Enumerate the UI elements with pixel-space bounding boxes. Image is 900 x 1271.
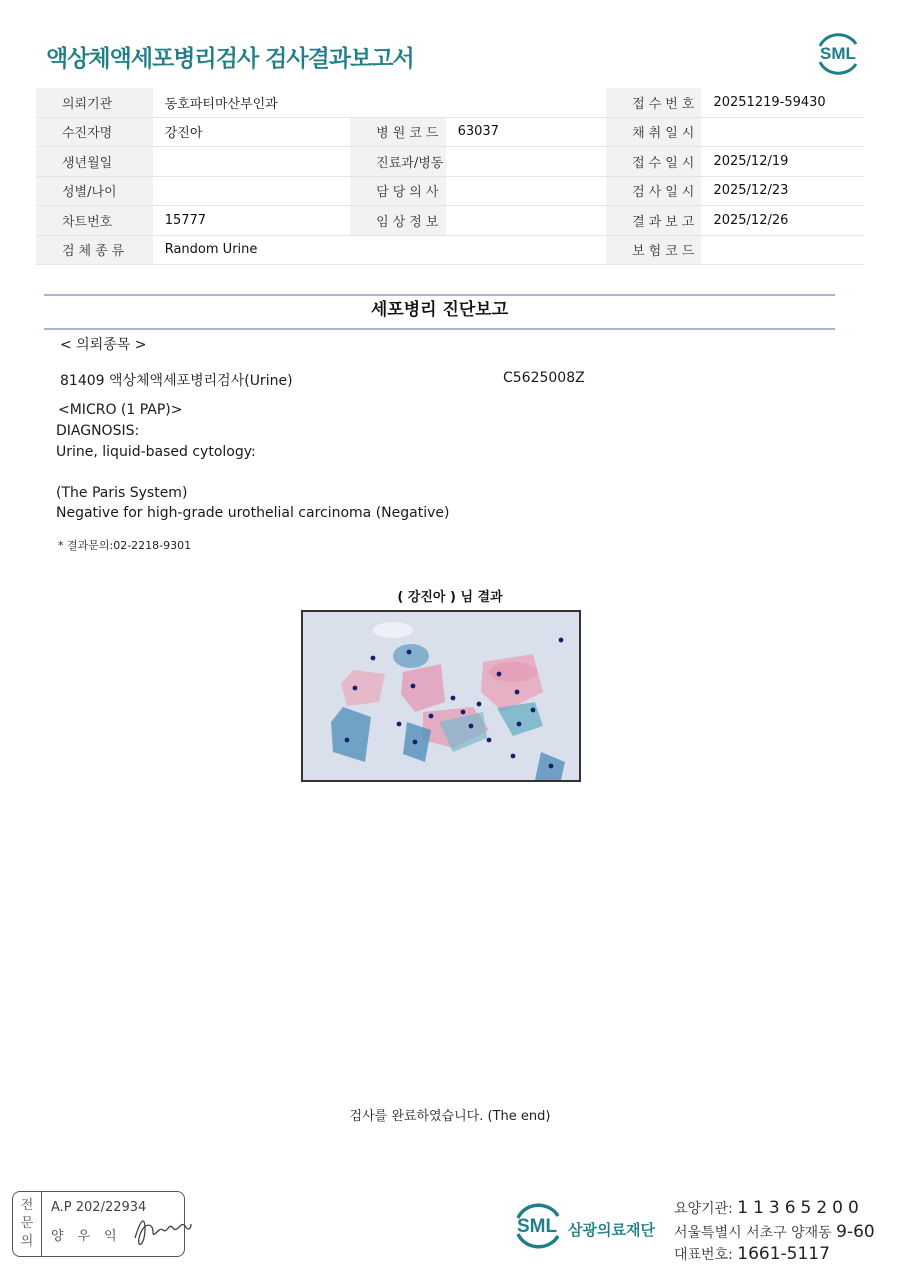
facility-code: 요양기관: 11365200 bbox=[674, 1198, 864, 1218]
sml-logo bbox=[812, 30, 864, 76]
info-label: 임상정보 bbox=[350, 206, 445, 236]
info-label: 병원코드 bbox=[350, 117, 445, 147]
info-label bbox=[350, 88, 445, 117]
info-value: Random Urine bbox=[153, 235, 350, 265]
info-value bbox=[153, 147, 350, 177]
info-value: 20251219-59430 bbox=[701, 88, 864, 117]
specialist-stamp bbox=[12, 1191, 185, 1257]
org-name: 삼광의료재단 bbox=[568, 1221, 655, 1239]
sml-logo-footer bbox=[510, 1200, 565, 1250]
stamp-side-label: 전 문 의 bbox=[13, 1192, 42, 1256]
info-value bbox=[446, 206, 607, 236]
info-value: 2025/12/23 bbox=[701, 176, 864, 206]
svg-text:SML: SML bbox=[516, 1216, 558, 1237]
address-number: 9-60 bbox=[836, 1222, 875, 1242]
report-title: 액상체액세포병리검사 검사결과보고서 bbox=[46, 46, 414, 72]
section-title: 세포병리 진단보고 bbox=[44, 294, 835, 330]
info-label: 검사일시 bbox=[606, 176, 701, 206]
info-label: 채취일시 bbox=[606, 117, 701, 147]
info-row bbox=[36, 235, 864, 265]
info-row bbox=[36, 147, 864, 177]
stamp-license: A.P 202/22934 bbox=[51, 1200, 147, 1215]
info-label: 의뢰기관 bbox=[36, 88, 153, 117]
stamp-name: 양우익 bbox=[51, 1229, 131, 1244]
info-value: 15777 bbox=[153, 206, 350, 236]
specimen-line: Urine, liquid-based cytology: bbox=[56, 444, 256, 460]
info-value: 2025/12/19 bbox=[701, 147, 864, 177]
info-value bbox=[446, 88, 607, 117]
info-value bbox=[153, 176, 350, 206]
info-label: 접수일시 bbox=[606, 147, 701, 177]
phone-value: 1661-5117 bbox=[737, 1244, 830, 1264]
order-heading: < 의뢰종목 > bbox=[60, 337, 147, 353]
cytology-image bbox=[301, 610, 581, 782]
system-line: (The Paris System) bbox=[56, 485, 188, 501]
info-value: 강진아 bbox=[153, 117, 350, 147]
info-label: 차트번호 bbox=[36, 206, 153, 236]
image-caption: ( 강진아 ) 님 결과 bbox=[397, 590, 503, 605]
info-label: 검체종류 bbox=[36, 235, 153, 265]
result-line: Negative for high-grade urothelial carcinoma (Negative) bbox=[56, 505, 450, 521]
inquiry-note: * 결과문의:02-2218-9301 bbox=[58, 539, 192, 552]
patient-info-table bbox=[36, 88, 864, 265]
info-label: 진료과/병동 bbox=[350, 147, 445, 177]
info-row bbox=[36, 176, 864, 206]
info-value: 63037 bbox=[446, 117, 607, 147]
info-label bbox=[350, 235, 445, 265]
info-label: 수진자명 bbox=[36, 117, 153, 147]
info-value bbox=[446, 147, 607, 177]
info-value: 동호파티마산부인과 bbox=[153, 88, 350, 117]
svg-text:SML: SML bbox=[820, 44, 856, 63]
info-value bbox=[446, 235, 607, 265]
info-value: 2025/12/26 bbox=[701, 206, 864, 236]
info-row bbox=[36, 117, 864, 147]
address: 서울특별시 서초구 양재동 9-60 bbox=[674, 1222, 875, 1242]
phone: 대표번호: 1661-5117 bbox=[674, 1244, 830, 1264]
info-value bbox=[701, 235, 864, 265]
info-value bbox=[701, 117, 864, 147]
info-row bbox=[36, 88, 864, 117]
end-text: 검사를 완료하였습니다. (The end) bbox=[349, 1109, 551, 1124]
signature bbox=[131, 1208, 193, 1252]
info-label: 결과보고 bbox=[606, 206, 701, 236]
micro-label: <MICRO (1 PAP)> bbox=[58, 402, 183, 418]
info-label: 담당의사 bbox=[350, 176, 445, 206]
info-label: 접수번호 bbox=[606, 88, 701, 117]
info-label: 생년월일 bbox=[36, 147, 153, 177]
diagnosis-label: DIAGNOSIS: bbox=[56, 423, 140, 439]
info-label: 보험코드 bbox=[606, 235, 701, 265]
facility-code-value: 11365200 bbox=[737, 1198, 864, 1218]
info-row bbox=[36, 206, 864, 236]
info-value bbox=[446, 176, 607, 206]
order-item: 81409 액상체액세포병리검사(Urine) bbox=[60, 373, 293, 389]
order-code: C5625008Z bbox=[503, 370, 585, 386]
info-label: 성별/나이 bbox=[36, 176, 153, 206]
